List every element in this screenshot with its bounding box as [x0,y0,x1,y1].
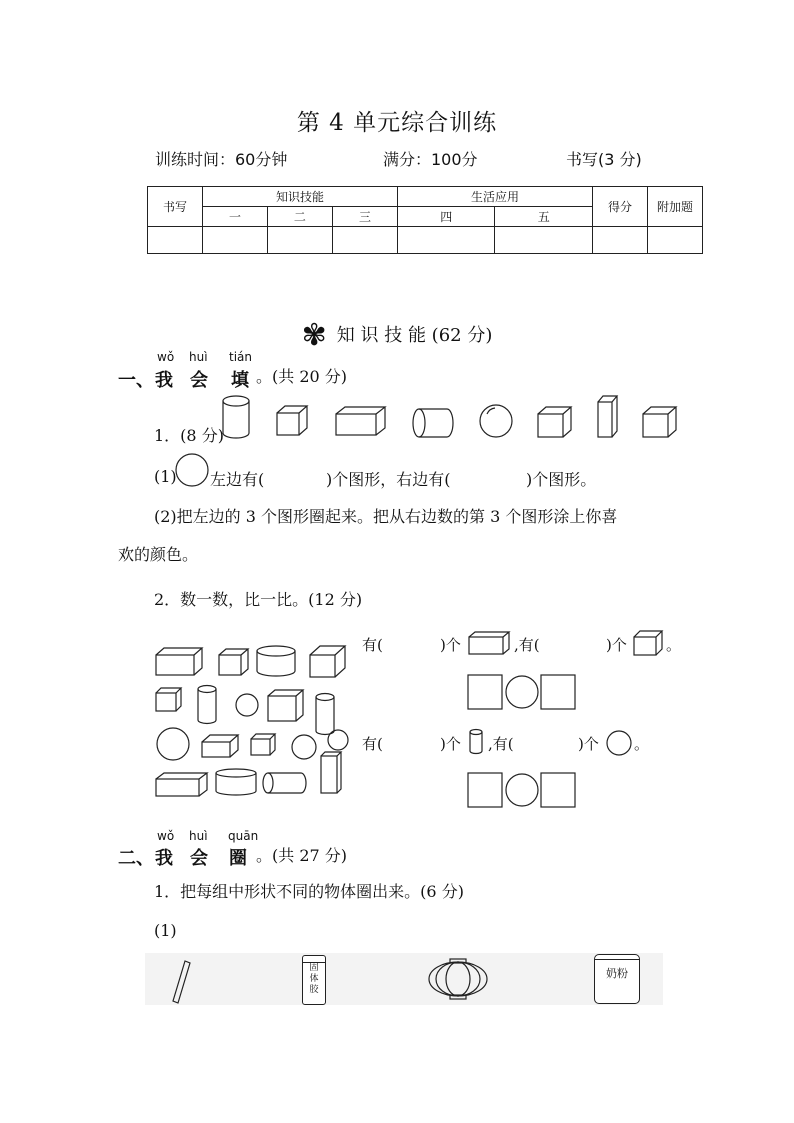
sphere-shape [328,730,348,750]
tall-cuboid-shape [321,752,341,793]
lantern-icon[interactable] [426,958,490,1000]
sub-col-3: 三 [332,207,397,227]
pinyin: huì [189,350,208,364]
cylinder-shape [257,646,295,676]
heading-char: 圈 [229,848,247,869]
part2-score: 。(共 27 分) [256,846,348,865]
pinyin: tián [229,350,252,364]
q1b-text: (2)把左边的 3 个图形圈起来。把从右边数的第 3 个图形涂上你喜 [154,507,618,526]
q2-text: 有( [362,636,383,654]
page-title: 第 4 单元综合训练 [296,110,498,136]
compare-circle [506,774,538,806]
sphere-shape [292,735,316,759]
lying-cylinder-shape [413,409,453,437]
pinyin: quān [228,829,259,843]
writing-score-info: 书写(3 分) [566,150,642,169]
q2-text: )个 [440,735,461,753]
cuboid-icon [466,629,514,657]
q2-text: )个 [440,636,461,654]
flower-star-icon: ✾ [301,318,327,353]
q1b-text: 欢的颜色。 [118,545,199,564]
q1a-text: 左边有( [210,470,265,489]
heading-char: 会 [190,370,208,391]
q1a-prefix: (1) [154,467,177,486]
q2-text: 。 [634,735,650,753]
section-title-text: 知 识 技 能 (62 分) [336,325,493,346]
col-group-knowledge: 知识技能 [203,187,398,207]
objects-strip [145,953,663,1005]
sub-col-4: 四 [397,207,494,227]
q1a-text: )个图形。 [526,470,597,489]
cuboid-shape [156,648,202,675]
score-cell[interactable] [203,227,268,254]
q2-text: ,有( [488,735,514,753]
pinyin: wǒ [157,829,175,843]
compare-boxes [466,771,578,809]
q2-text: 有( [362,735,383,753]
col-bonus: 附加题 [648,187,703,227]
cuboid-shape [202,735,238,757]
q1a-text: )个图形，右边有( [326,470,451,489]
sub-col-5: 五 [495,207,593,227]
pinyin: huì [189,829,208,843]
milk-powder-can-icon[interactable] [594,954,640,1004]
sphere-shape [236,694,258,716]
q2-text: 。 [666,636,682,654]
heading-char: 填 [231,370,249,391]
sphere-shape [157,728,189,760]
q2-text: ,有( [514,636,540,654]
cube-shape [643,407,676,437]
heading-char: 我 [155,848,173,869]
cylinder-shape [216,769,256,795]
part2-number: 二、 [118,848,154,869]
part1-score: 。(共 20 分) [256,367,348,386]
cube-shape [538,407,571,437]
shape-row [215,392,685,442]
glue-label-char: 胶 [309,985,319,995]
cube-shape [251,734,275,755]
milk-can-label: 奶粉 [606,967,628,980]
q2-label: 2．数一数，比一比。(12 分) [154,590,363,609]
cylinder-shape [316,694,334,735]
part1-number: 一、 [118,370,154,391]
cylinder-icon [466,728,486,756]
col-score: 得分 [593,187,648,227]
score-cell[interactable] [148,227,203,254]
glue-stick-icon[interactable] [302,955,326,1005]
compare-boxes [466,673,578,711]
score-cell[interactable] [495,227,593,254]
part2-q1-sub: (1) [154,921,177,940]
sphere-shape [480,405,512,437]
section-title [0,318,794,353]
sub-col-2: 二 [267,207,332,227]
sphere-icon [604,728,634,758]
heading-char: 我 [155,370,173,391]
q1-label: 1．(8 分) [154,426,224,445]
cylinder-shape [198,686,216,724]
score-cell[interactable] [648,227,703,254]
score-table [147,186,703,254]
answer-box [468,773,502,807]
answer-box [541,675,575,709]
part1-heading [118,366,154,392]
cube-shape [219,649,248,675]
heading-char: 会 [190,848,208,869]
cube-icon [632,629,666,657]
answer-box [541,773,575,807]
sphere-icon [174,452,210,488]
answer-box [468,675,502,709]
score-cell[interactable] [593,227,648,254]
cube-shape [277,406,307,435]
q2-text: )个 [578,735,599,753]
cube-shape [156,688,181,711]
cuboid-shape [336,407,385,435]
glue-label-char: 固 [309,963,319,973]
cube-shape [310,646,345,677]
pinyin: wǒ [157,350,175,364]
glue-label-char: 体 [309,974,319,984]
score-cell[interactable] [332,227,397,254]
score-cell[interactable] [267,227,332,254]
part2-q1-label: 1．把每组中形状不同的物体圈出来。(6 分) [154,882,464,901]
cuboid-shape [156,773,207,796]
tall-cuboid-shape [598,396,617,437]
q2-text: )个 [606,636,627,654]
lying-cylinder-shape [263,773,306,793]
cylinder-shape [223,396,249,438]
shape-pile [150,635,360,805]
time-info: 训练时间：60分钟 [155,150,288,169]
full-score-info: 满分：100分 [383,150,478,169]
col-writing: 书写 [148,187,203,227]
compare-circle [506,676,538,708]
sub-col-1: 一 [203,207,268,227]
stick-icon[interactable] [165,955,195,1005]
score-cell[interactable] [397,227,494,254]
col-group-life: 生活应用 [397,187,592,207]
cube-shape [268,690,303,721]
